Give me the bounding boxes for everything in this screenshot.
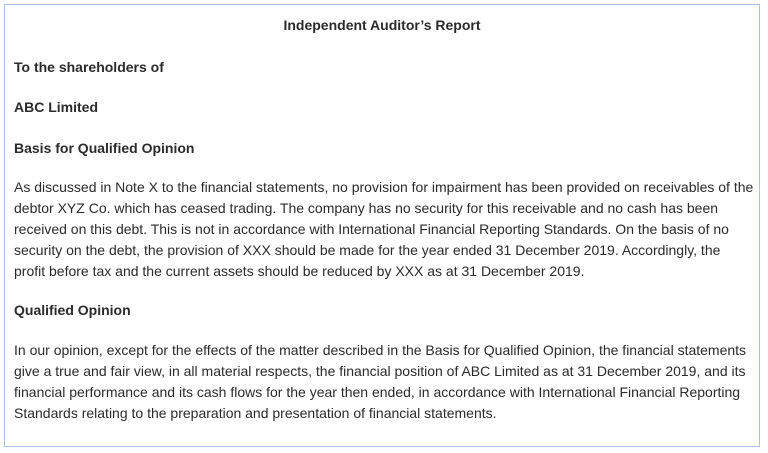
opinion-line: Standards relating to the preparation and presentation of financial statements. xyxy=(14,405,497,421)
basis-paragraph xyxy=(14,177,756,282)
basis-line: debtor XYZ Co. which has ceased trading. The company has no security for this receivable and no cash has been xyxy=(14,200,719,216)
opinion-line: financial performance and its cash flows for the year then ended, in accordance with International Financial Reporting xyxy=(14,384,741,400)
basis-line: security on the debt, the provision of XXX should be made for the year ended 31 December 2019. Accordingly, the xyxy=(14,242,721,258)
report-frame xyxy=(4,4,760,447)
company-name: ABC Limited xyxy=(14,99,98,115)
basis-line: profit before tax and the current assets should be reduced by XXX as at 31 December 2019. xyxy=(14,263,585,279)
opinion-paragraph xyxy=(14,340,756,424)
addressee-line: To the shareholders of xyxy=(14,59,164,75)
opinion-heading: Qualified Opinion xyxy=(14,302,131,318)
basis-line: As discussed in Note X to the financial statements, no provision for impairment has been provided on receivables of the xyxy=(14,179,754,195)
report-title: Independent Auditor’s Report xyxy=(283,17,481,33)
basis-heading: Basis for Qualified Opinion xyxy=(14,140,195,156)
opinion-line: give a true and fair view, in all material respects, the financial position of ABC Limited as at 31 December 2019, and its xyxy=(14,363,746,379)
basis-line: received on this debt. This is not in accordance with International Financial Reporting Standards. On the basis of no xyxy=(14,221,729,237)
opinion-line: In our opinion, except for the effects of the matter described in the Basis for Qualified Opinion, the financial statements xyxy=(14,342,747,358)
